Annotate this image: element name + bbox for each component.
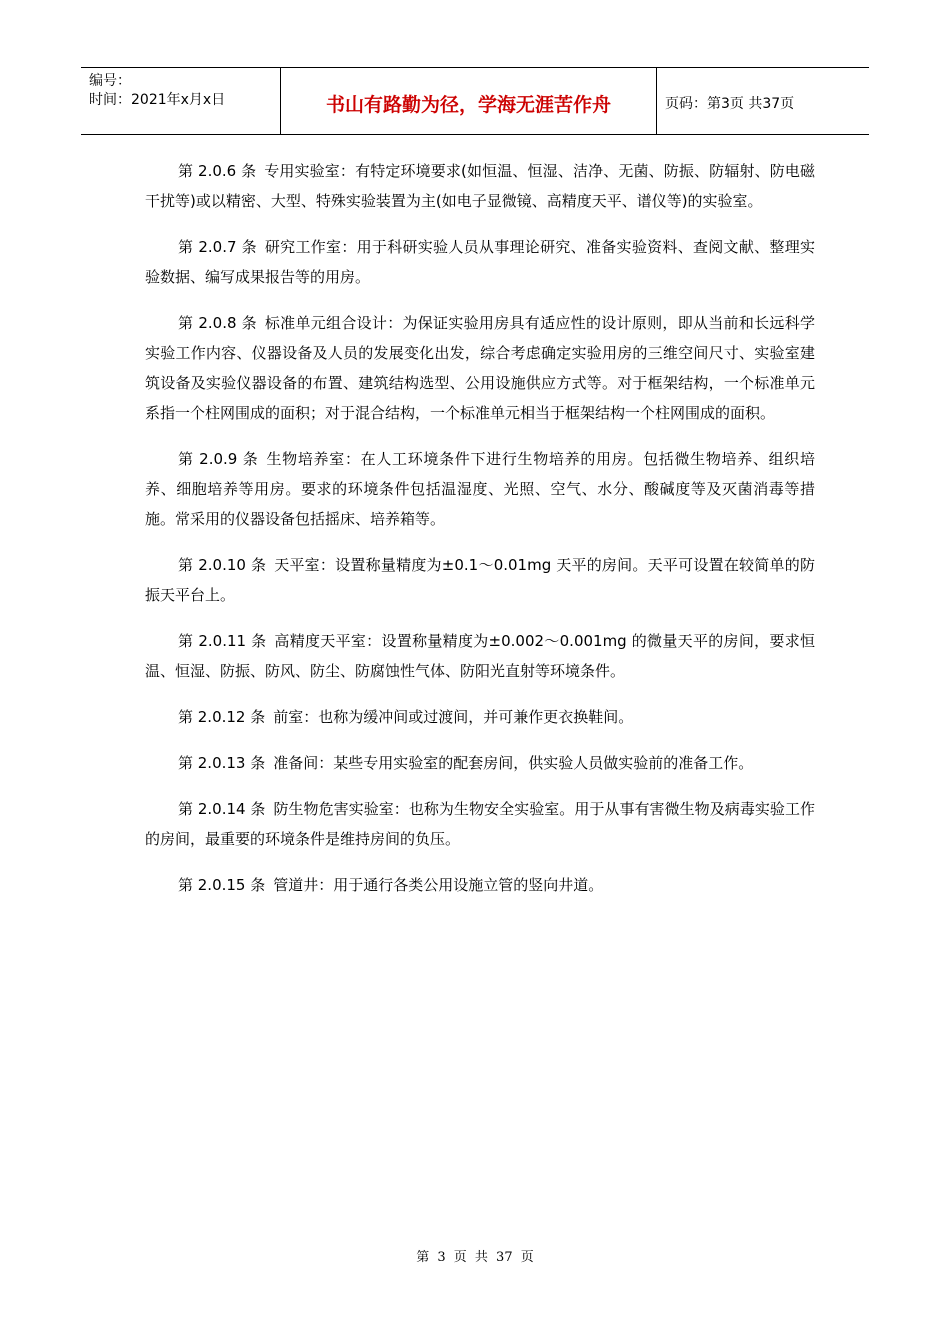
article-number: 第 2.0.11 条 (178, 632, 267, 650)
article-number: 第 2.0.15 条 (178, 876, 266, 894)
header-page-info: 页码：第3页 共37页 (665, 96, 795, 112)
article-text: 生物培养室：在人工环境条件下进行生物培养的用房。包括微生物培养、组织培养、细胞培养等用房。要求的环境条件包括温湿度、光照、空气、水分、酸碱度等及灭菌消毒等措施。常采用的仪器设备包括摇床、培养箱等。 (145, 450, 816, 528)
article-text: 标准单元组合设计：为保证实验用房具有适应性的设计原则，即从当前和长远科学实验工作内容、仪器设备及人员的发展变化出发，综合考虑确定实验用房的三维空间尺寸、实验室建筑设备及实验仪器设备的布置、建筑结构选型、公用设施供应方式等。对于框架结构，一个标准单元系指一个柱网围成的面积；对于混合结构，一个标准单元相当于框架结构一个柱网围成的面积。 (145, 314, 816, 422)
article-text: 高精度天平室：设置称量精度为±0.002～0.001mg 的微量天平的房间，要求恒温、恒湿、防振、防风、防尘、防腐蚀性气体、防阳光直射等环境条件。 (145, 632, 815, 680)
article-number: 第 2.0.12 条 (178, 708, 266, 726)
article-2-0-11 (145, 626, 815, 686)
article-text: 研究工作室：用于科研实验人员从事理论研究、准备实验资料、查阅文献、整理实验数据、编写成果报告等的用房。 (145, 238, 816, 286)
article-text: 天平室：设置称量精度为±0.1～0.01mg 天平的房间。天平可设置在较简单的防振天平台上。 (145, 556, 816, 604)
article-number: 第 2.0.7 条 (178, 238, 257, 256)
article-2-0-6 (145, 156, 815, 216)
article-2-0-14 (145, 794, 815, 854)
article-number: 第 2.0.8 条 (178, 314, 257, 332)
article-text: 管道井：用于通行各类公用设施立管的竖向井道。 (273, 876, 604, 894)
document-date: 时间：2021年x月x日 (89, 92, 226, 108)
article-number: 第 2.0.6 条 (178, 162, 257, 180)
article-2-0-9 (145, 444, 815, 534)
document-number-label: 编号： (89, 73, 131, 89)
article-number: 第 2.0.9 条 (178, 450, 259, 468)
article-2-0-15 (145, 870, 815, 900)
page-footer: 第 3 页 共 37 页 (416, 1250, 534, 1265)
document-body (145, 156, 815, 916)
article-text: 准备间：某些专用实验室的配套房间，供实验人员做实验前的准备工作。 (273, 754, 754, 772)
header-meta (81, 68, 281, 134)
article-2-0-8 (145, 308, 815, 428)
article-2-0-13 (145, 748, 815, 778)
article-text: 前室：也称为缓冲间或过渡间，并可兼作更衣换鞋间。 (273, 708, 634, 726)
article-2-0-10 (145, 550, 815, 610)
article-number: 第 2.0.13 条 (178, 754, 266, 772)
article-2-0-12 (145, 702, 815, 732)
page-header (81, 67, 869, 135)
article-2-0-7 (145, 232, 815, 292)
header-motto: 书山有路勤为径，学海无涯苦作舟 (281, 68, 657, 134)
article-text: 专用实验室：有特定环境要求(如恒温、恒湿、洁净、无菌、防振、防辐射、防电磁干扰等)或以精密、大型、特殊实验装置为主(如电子显微镜、高精度天平、谱仪等)的实验室。 (145, 162, 815, 210)
article-text: 防生物危害实验室：也称为生物安全实验室。用于从事有害微生物及病毒实验工作的房间，最重要的环境条件是维持房间的负压。 (145, 800, 815, 848)
article-number: 第 2.0.10 条 (178, 556, 267, 574)
article-number: 第 2.0.14 条 (178, 800, 266, 818)
